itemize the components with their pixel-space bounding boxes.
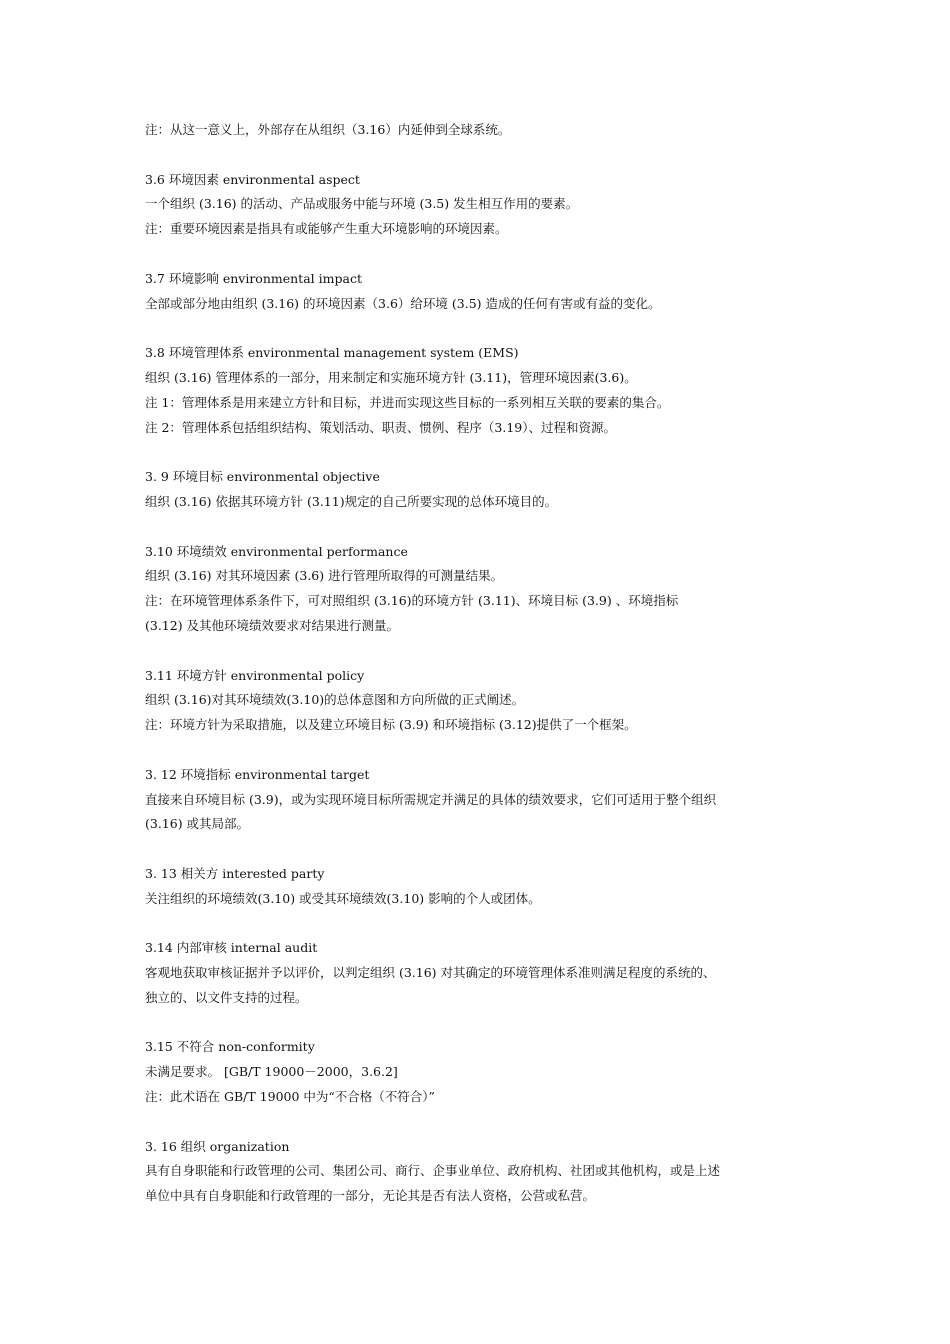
blank-line [145, 837, 825, 862]
blank-line [145, 912, 825, 937]
clause-definition: 关注组织的环境绩效(3.10) 或受其环境绩效(3.10) 影响的个人或团体。 [145, 890, 541, 906]
clause-heading: 3.15 不符合 non-conformity [145, 1039, 315, 1055]
clause-heading: 3.11 环境方针 environmental policy [145, 667, 365, 683]
clause-definition: 未满足要求。 [GB/T 19000－2000，3.6.2] [145, 1064, 398, 1080]
clause-heading: 3. 13 相关方 interested party [145, 865, 325, 881]
clause-note: 注：重要环境因素是指具有或能够产生重大环境影响的环境因素。 [145, 221, 508, 237]
clause-definition: 直接来自环境目标 (3.9)，或为实现环境目标所需规定并满足的具体的绩效要求，它们可适用于整个组织 [145, 791, 717, 807]
clause-note: 注：环境方针为采取措施，以及建立环境目标 (3.9) 和环境指标 (3.12)提供了一个框架。 [145, 717, 637, 733]
clause-heading: 3. 16 组织 organization [145, 1138, 290, 1154]
blank-line [145, 242, 825, 267]
clause-note: 注：在环境管理体系条件下，可对照组织 (3.16)的环境方针 (3.11)、环境目标 (3.9) 、环境指标 [145, 593, 679, 609]
blank-line [145, 440, 825, 465]
clause-heading: 3.6 环境因素 environmental aspect [145, 171, 360, 187]
blank-line [145, 738, 825, 763]
blank-line [145, 143, 825, 168]
clause-note: 注 1：管理体系是用来建立方针和目标，并进而实现这些目标的一系列相互关联的要素的集合。 [145, 394, 670, 410]
clause-definition: 全部或部分地由组织 (3.16) 的环境因素（3.6）给环境 (3.5) 造成的任何有害或有益的变化。 [145, 295, 661, 311]
clause-definition: 组织 (3.16) 管理体系的一部分，用来制定和实施环境方针 (3.11)，管理环境因素(3.6)。 [145, 369, 637, 385]
blank-line [145, 1011, 825, 1036]
clause-definition-continued: 独立的、以文件支持的过程。 [145, 989, 308, 1005]
blank-line [145, 316, 825, 341]
clause-heading: 3.14 内部审核 internal audit [145, 940, 318, 956]
clause-definition-continued: 单位中具有自身职能和行政管理的一部分，无论其是否有法人资格，公营或私营。 [145, 1188, 596, 1204]
clause-definition: 客观地获取审核证据并予以评价，以判定组织 (3.16) 对其确定的环境管理体系准则满足程度的系统的、 [145, 965, 716, 981]
document-body [145, 118, 825, 1209]
clause-heading: 3. 12 环境指标 environmental target [145, 766, 370, 782]
clause-definition-continued: (3.16) 或其局部。 [145, 816, 250, 832]
clause-definition: 组织 (3.16) 依据其环境方针 (3.11)规定的自己所要实现的总体环境目的。 [145, 493, 558, 509]
clause-definition: 组织 (3.16)对其环境绩效(3.10)的总体意图和方向所做的正式阐述。 [145, 692, 525, 708]
blank-line [145, 639, 825, 664]
blank-line [145, 515, 825, 540]
blank-line [145, 1110, 825, 1135]
clause-definition: 组织 (3.16) 对其环境因素 (3.6) 进行管理所取得的可测量结果。 [145, 568, 504, 584]
clause-heading: 3. 9 环境目标 environmental objective [145, 469, 380, 485]
clause-definition: 一个组织 (3.16) 的活动、产品或服务中能与环境 (3.5) 发生相互作用的要素。 [145, 196, 579, 212]
clause-note-continued: (3.12) 及其他环境绩效要求对结果进行测量。 [145, 617, 400, 633]
clause-heading: 3.8 环境管理体系 environmental management system (EMS) [145, 345, 519, 361]
clause-definition: 具有自身职能和行政管理的公司、集团公司、商行、企事业单位、政府机构、社团或其他机构，或是上述 [145, 1163, 721, 1179]
clause-heading: 3.7 环境影响 environmental impact [145, 270, 362, 286]
clause-note: 注 2：管理体系包括组织结构、策划活动、职责、惯例、程序（3.19）、过程和资源。 [145, 419, 617, 435]
clause-note: 注：此术语在 GB/T 19000 中为“不合格（不符合）” [145, 1089, 435, 1105]
text-line: 注：从这一意义上，外部存在从组织（3.16）内延伸到全球系统。 [145, 122, 511, 137]
clause-heading: 3.10 环境绩效 environmental performance [145, 543, 408, 559]
